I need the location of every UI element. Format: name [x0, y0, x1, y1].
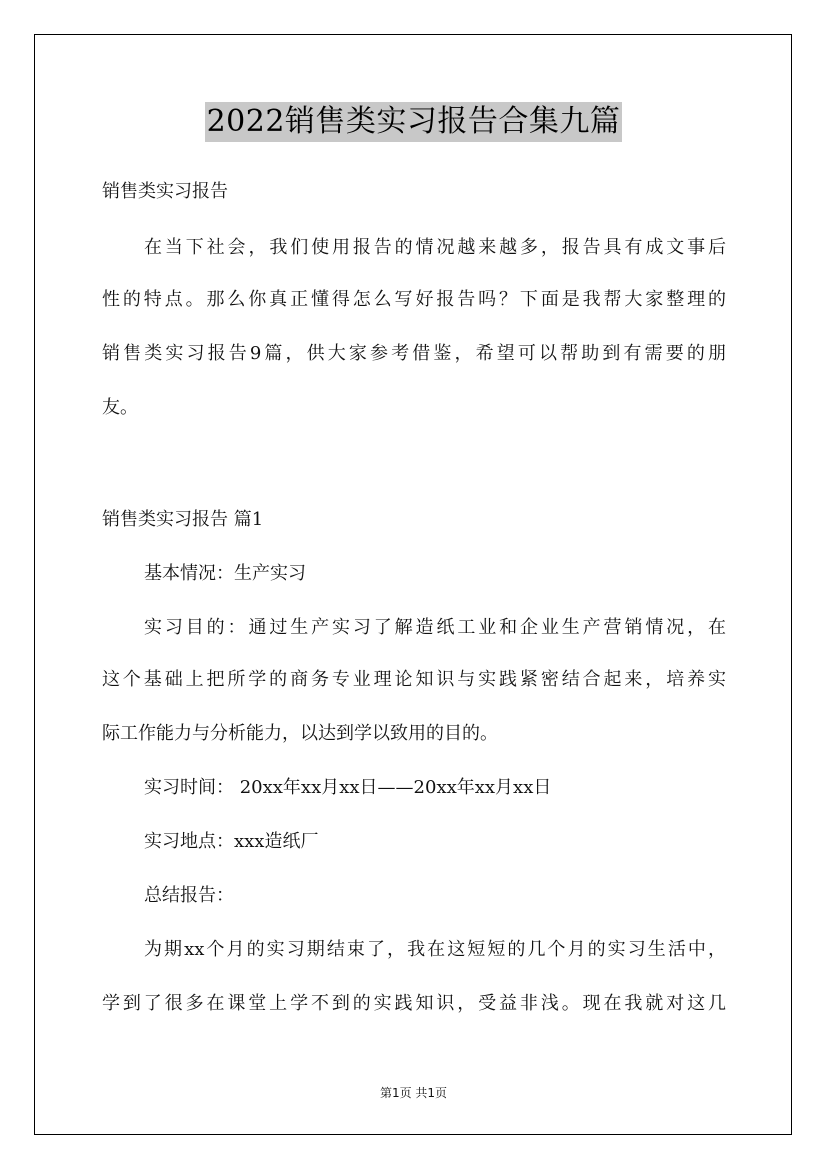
internship-time: 实习时间： 20xx年xx月xx日——20xx年xx月xx日 — [144, 777, 552, 798]
internship-location: 实习地点：xxx造纸厂 — [144, 831, 319, 852]
purpose-paragraph-line: 这个基础上把所学的商务专业理论知识与实践紧密结合起来，培养实 — [102, 669, 726, 690]
intro-paragraph-line: 在当下社会，我们使用报告的情况越来越多，报告具有成文事后 — [144, 237, 726, 258]
purpose-paragraph-line: 际工作能力与分析能力，以达到学以致用的目的。 — [102, 723, 498, 744]
section-heading: 销售类实习报告 — [102, 181, 228, 202]
purpose-paragraph-line: 实习目的：通过生产实习了解造纸工业和企业生产营销情况，在 — [144, 617, 726, 638]
summary-paragraph-line: 学到了很多在课堂上学不到的实践知识，受益非浅。现在我就对这几 — [102, 993, 726, 1014]
basic-info: 基本情况：生产实习 — [144, 563, 306, 584]
title-container — [0, 102, 827, 142]
intro-paragraph-line: 性的特点。那么你真正懂得怎么写好报告吗？下面是我帮大家整理的 — [102, 289, 726, 310]
intro-paragraph-line: 销售类实习报告9篇，供大家参考借鉴，希望可以帮助到有需要的朋 — [102, 343, 726, 364]
intro-paragraph-line: 友。 — [102, 397, 138, 418]
page-footer: 第1页 共1页 — [379, 1086, 448, 1100]
document-title: 2022销售类实习报告合集九篇 — [205, 102, 623, 142]
summary-paragraph-line: 为期xx个月的实习期结束了，我在这短短的几个月的实习生活中， — [144, 939, 726, 960]
article-heading: 销售类实习报告 篇1 — [102, 509, 264, 530]
summary-label: 总结报告： — [144, 885, 234, 906]
